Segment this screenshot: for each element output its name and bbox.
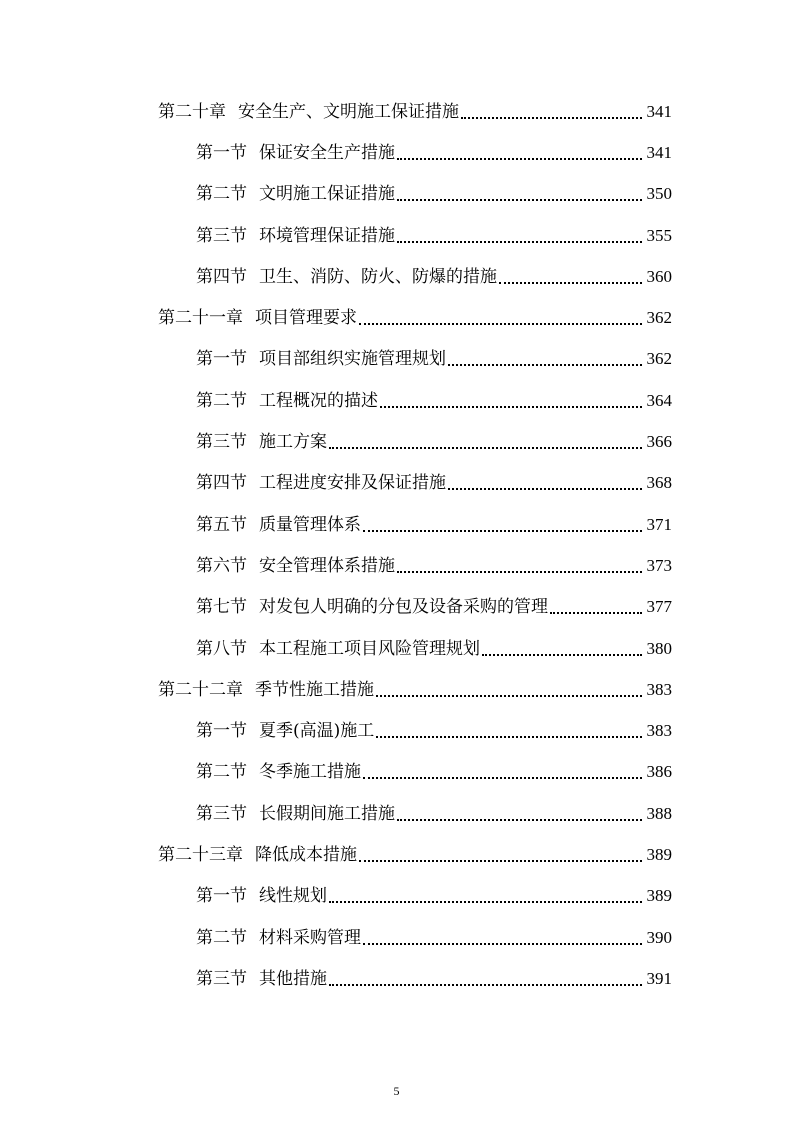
toc-section-entry[interactable]	[0, 793, 793, 834]
dot-leader	[363, 777, 642, 779]
dot-leader	[448, 364, 642, 366]
toc-entry-title: 长假期间施工措施	[259, 803, 395, 824]
toc-section-entry[interactable]	[0, 215, 793, 256]
toc-entry-title: 夏季(高温)施工	[259, 721, 375, 742]
toc-entry-label: 第三节	[196, 432, 247, 453]
toc-entry-title: 材料采购管理	[259, 927, 361, 948]
dot-leader	[550, 612, 642, 614]
toc-entry-title: 环境管理保证措施	[259, 225, 395, 246]
toc-entry-label: 第一节	[196, 886, 247, 907]
toc-entry-label: 第三节	[196, 803, 247, 824]
toc-entry-label: 第六节	[196, 555, 247, 576]
toc-entry-label: 第二十一章	[158, 308, 243, 329]
toc-entry-label: 第二节	[196, 927, 247, 948]
toc-entry-page-number: 386	[646, 762, 672, 782]
toc-section-entry[interactable]	[0, 628, 793, 669]
dot-leader	[461, 117, 642, 119]
toc-section-entry[interactable]	[0, 339, 793, 380]
toc-section-entry[interactable]	[0, 752, 793, 793]
toc-entry-page-number: 362	[646, 349, 672, 369]
toc-entry-title: 对发包人明确的分包及设备采购的管理	[259, 597, 548, 618]
toc-entry-title: 施工方案	[259, 432, 327, 453]
toc-entry-label: 第四节	[196, 266, 247, 287]
toc-chapter-entry[interactable]	[0, 297, 793, 338]
toc-entry-page-number: 389	[646, 886, 672, 906]
toc-section-entry[interactable]	[0, 710, 793, 751]
toc-chapter-entry[interactable]	[0, 834, 793, 875]
dot-leader	[359, 860, 642, 862]
toc-entry-label: 第二节	[196, 762, 247, 783]
toc-entry-label: 第二节	[196, 184, 247, 205]
toc-entry-label: 第二十三章	[158, 844, 243, 865]
toc-section-entry[interactable]	[0, 132, 793, 173]
toc-entry-page-number: 368	[646, 473, 672, 493]
toc-entry-title: 本工程施工项目风险管理规划	[259, 638, 480, 659]
toc-entry-page-number: 377	[646, 597, 672, 617]
toc-entry-page-number: 391	[646, 968, 672, 988]
toc-entry-title: 工程进度安排及保证措施	[259, 473, 446, 494]
toc-entry-label: 第一节	[196, 142, 247, 163]
table-of-contents	[0, 91, 793, 1000]
toc-entry-label: 第三节	[196, 225, 247, 246]
toc-entry-page-number: 373	[646, 555, 672, 575]
toc-entry-title: 项目部组织实施管理规划	[259, 349, 446, 370]
toc-entry-page-number: 366	[646, 432, 672, 452]
dot-leader	[397, 241, 642, 243]
toc-section-entry[interactable]	[0, 958, 793, 999]
toc-entry-label: 第三节	[196, 968, 247, 989]
toc-entry-title: 降低成本措施	[255, 844, 357, 865]
toc-entry-page-number: 341	[646, 142, 672, 162]
toc-section-entry[interactable]	[0, 504, 793, 545]
toc-entry-page-number: 383	[646, 679, 672, 699]
toc-entry-page-number: 355	[646, 225, 672, 245]
toc-entry-label: 第七节	[196, 597, 247, 618]
dot-leader	[482, 654, 642, 656]
toc-entry-title: 项目管理要求	[255, 308, 357, 329]
dot-leader	[376, 695, 642, 697]
dot-leader	[363, 530, 642, 532]
toc-section-entry[interactable]	[0, 876, 793, 917]
toc-entry-title: 冬季施工措施	[259, 762, 361, 783]
dot-leader	[329, 901, 642, 903]
toc-entry-page-number: 362	[646, 308, 672, 328]
dot-leader	[397, 819, 642, 821]
dot-leader	[329, 984, 642, 986]
toc-section-entry[interactable]	[0, 463, 793, 504]
dot-leader	[397, 571, 642, 573]
toc-entry-page-number: 341	[646, 101, 672, 121]
toc-entry-title: 保证安全生产措施	[259, 142, 395, 163]
toc-entry-page-number: 390	[646, 927, 672, 947]
toc-entry-label: 第二十二章	[158, 679, 243, 700]
toc-entry-page-number: 371	[646, 514, 672, 534]
toc-chapter-entry[interactable]	[0, 91, 793, 132]
toc-section-entry[interactable]	[0, 174, 793, 215]
toc-chapter-entry[interactable]	[0, 669, 793, 710]
toc-entry-label: 第一节	[196, 721, 247, 742]
toc-entry-title: 工程概况的描述	[259, 390, 378, 411]
toc-entry-label: 第五节	[196, 514, 247, 535]
toc-entry-title: 质量管理体系	[259, 514, 361, 535]
toc-entry-label: 第一节	[196, 349, 247, 370]
toc-entry-page-number: 383	[646, 721, 672, 741]
toc-entry-page-number: 364	[646, 390, 672, 410]
toc-section-entry[interactable]	[0, 587, 793, 628]
toc-section-entry[interactable]	[0, 545, 793, 586]
dot-leader	[397, 158, 642, 160]
page-number: 5	[393, 1084, 400, 1098]
toc-entry-title: 卫生、消防、防火、防爆的措施	[259, 266, 497, 287]
toc-section-entry[interactable]	[0, 380, 793, 421]
toc-entry-label: 第四节	[196, 473, 247, 494]
dot-leader	[359, 323, 642, 325]
toc-entry-page-number: 389	[646, 844, 672, 864]
toc-entry-label: 第二十章	[158, 101, 226, 122]
toc-section-entry[interactable]	[0, 917, 793, 958]
toc-entry-title: 季节性施工措施	[255, 679, 374, 700]
toc-entry-page-number: 380	[646, 638, 672, 658]
toc-entry-title: 线性规划	[259, 886, 327, 907]
toc-entry-title: 其他措施	[259, 968, 327, 989]
toc-section-entry[interactable]	[0, 421, 793, 462]
toc-entry-label: 第八节	[196, 638, 247, 659]
toc-entry-label: 第二节	[196, 390, 247, 411]
dot-leader	[448, 488, 642, 490]
dot-leader	[376, 736, 642, 738]
toc-entry-title: 文明施工保证措施	[259, 184, 395, 205]
toc-entry-page-number: 360	[646, 266, 672, 286]
toc-entry-page-number: 350	[646, 184, 672, 204]
dot-leader	[363, 943, 642, 945]
toc-entry-page-number: 388	[646, 803, 672, 823]
dot-leader	[499, 282, 642, 284]
dot-leader	[397, 199, 642, 201]
toc-entry-title: 安全管理体系措施	[259, 555, 395, 576]
dot-leader	[329, 447, 642, 449]
toc-entry-title: 安全生产、文明施工保证措施	[238, 101, 459, 122]
toc-section-entry[interactable]	[0, 256, 793, 297]
dot-leader	[380, 406, 642, 408]
